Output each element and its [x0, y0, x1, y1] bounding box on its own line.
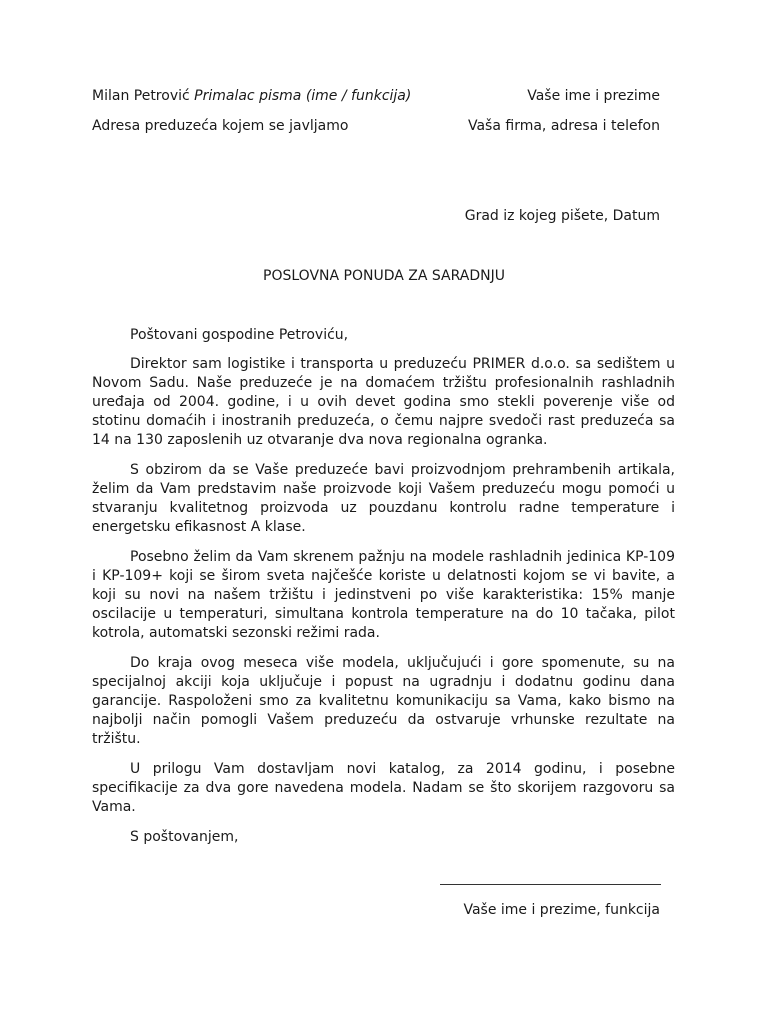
- recipient-line: [92, 86, 411, 106]
- letter-body: [92, 326, 675, 858]
- header-row-names: [92, 86, 660, 106]
- signature-name-role: Vaše ime i prezime, funkcija: [463, 902, 660, 918]
- body-paragraph: Do kraja ovog meseca više modela, uključujući i gore spomenute, su na specijalnoj akciji koja uključuje i popust na ugradnju i dodatnu godinu dana garancije. Raspoloženi smo za kvalitetnu komunikaciju sa Vama, kako bismo na najbolji način pomogli Vašem preduzeću da ostvaruje vrhunske rezultate na tržištu.: [92, 655, 675, 747]
- place-date: Grad iz kojeg pišete, Datum: [464, 208, 660, 224]
- header-row-addresses: [92, 116, 660, 136]
- greeting: Poštovani gospodine Petroviću,: [130, 327, 349, 343]
- body-paragraph: S obzirom da se Vaše preduzeće bavi proizvodnjom prehrambenih artikala, želim da Vam predstavim naše proizvode koji Vašem preduzeću mogu pomoći u stvaranju kvalitetnog proizvoda uz pouzdanu kontrolu radne temperature i energetsku efikasnost A klase.: [92, 462, 675, 535]
- signature-line: [440, 872, 661, 885]
- closing: S poštovanjem,: [130, 829, 239, 845]
- recipient-name: Milan Petrović: [92, 88, 190, 104]
- body-paragraph: U prilogu Vam dostavljam novi katalog, za 2014 godinu, i posebne specifikacije za dva gore navedena modela. Nadam se što skorijem razgovoru sa Vama.: [92, 761, 675, 815]
- letter-subject: POSLOVNA PONUDA ZA SARADNJU: [263, 268, 505, 284]
- sender-name: Vaše ime i prezime: [527, 88, 660, 104]
- body-paragraph: Posebno želim da Vam skrenem pažnju na modele rashladnih jedinica KP-109 i KP-109+ koji se širom sveta najčešće koriste u delatnosti kojom se vi bavite, a koji su novi na našem tržištu i jedinstveni po više karakteristika: 15% manje oscilacije u temperaturi, simultana kontrola temperature na do 10 tačaka, pilot kotrola, automatski sezonski režimi rada.: [92, 549, 675, 641]
- recipient-address: Adresa preduzeća kojem se javljamo: [92, 118, 349, 134]
- body-paragraph: Direktor sam logistike i transporta u preduzeću PRIMER d.o.o. sa sedištem u Novom Sadu. Naše preduzeće je na domaćem tržištu profesionalnih rashladnih uređaja od 2004. godine, i u ovih devet godina smo stekli poverenje više od stotinu domaćih i inostranih preduzeća, o čemu najpre svedoči rast preduzeća sa 14 na 130 zaposlenih uz otvaranje dva nova regionalna ogranka.: [92, 356, 675, 448]
- recipient-role-hint: Primalac pisma (ime / funkcija): [194, 88, 412, 104]
- sender-contact: Vaša firma, adresa i telefon: [467, 118, 660, 134]
